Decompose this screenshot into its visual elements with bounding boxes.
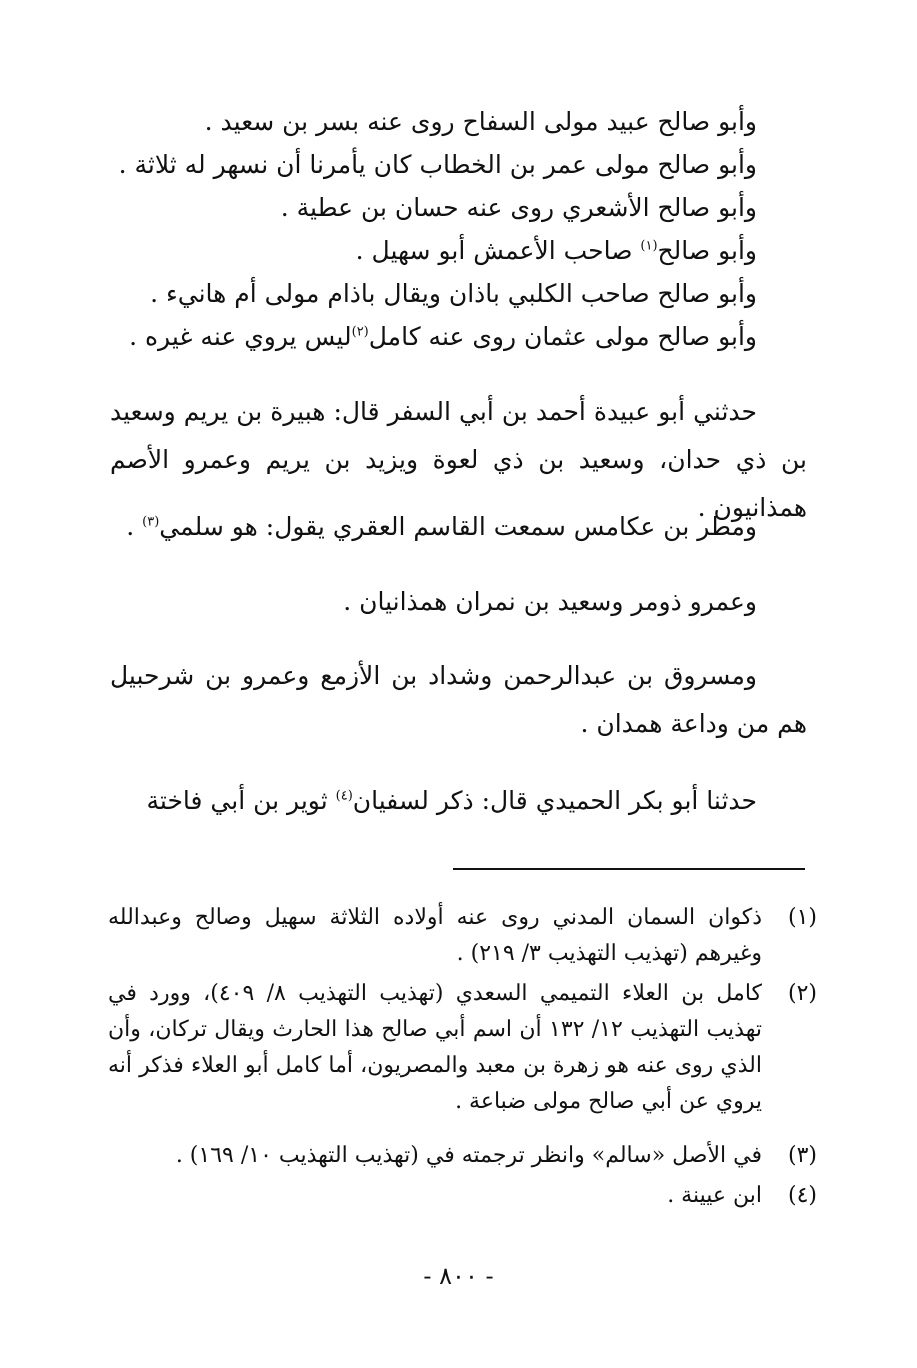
footnote-4-number: (٤) <box>787 1183 817 1208</box>
footnote-2 <box>108 976 817 1120</box>
paragraph-4-text: ومسروق بن عبدالرحمن وشداد بن الأزمع وعمرو بن شرحبيل هم من وداعة همدان . <box>110 661 807 738</box>
paragraph-3-text: وعمرو ذومر وسعيد بن نمران همذانيان . <box>343 587 757 616</box>
footnote-3-number: (٣) <box>787 1143 817 1168</box>
list-line-4-text-b: صاحب الأعمش أبو سهيل . <box>355 236 633 265</box>
footnote-1-text: ذكوان السمان المدني روى عنه أولاده الثلاثة سهيل وصالح وعبدالله وغيرهم (تهذيب التهذيب ٣/ ٢١٩) . <box>108 905 762 966</box>
list-line-5-text: وأبو صالح صاحب الكلبي باذان ويقال باذام مولى أم هانيء . <box>150 279 757 308</box>
footnote-2-text: كامل بن العلاء التميمي السعدي (تهذيب التهذيب ٨/ ٤٠٩)، وورد في تهذيب التهذيب ١٢/ ١٣٢ أن اسم أبي صالح هذا الحارث ويقال تركان، وأن الذي روى عنه هو زهرة بن معبد والمصريون، أما كامل أبو العلاء فذكر أنه يروي عن أبي صالح مولى ضباعة . <box>108 981 762 1114</box>
paragraph-2-end: . <box>126 512 135 541</box>
list-line-6-text-b: ليس يروي عنه غيره . <box>129 322 352 351</box>
paragraph-5-text-b: ثوير بن أبي فاختة <box>146 786 328 815</box>
list-line-6 <box>129 315 757 359</box>
list-line-2-text: وأبو صالح مولى عمر بن الخطاب كان يأمرنا أن نسهر له ثلاثة . <box>118 150 757 179</box>
footnote-mark-2: (٢) <box>351 324 369 340</box>
list-line-3 <box>281 186 757 230</box>
footnote-separator <box>453 868 805 870</box>
footnote-2-number: (٢) <box>787 981 817 1006</box>
list-line-2 <box>119 143 757 187</box>
footnote-4 <box>108 1178 817 1214</box>
footnote-1 <box>108 900 817 972</box>
footnote-mark-3: (٣) <box>142 514 160 530</box>
list-line-1 <box>205 100 757 144</box>
page-number: - ٨٠٠ - <box>423 1262 494 1290</box>
footnote-3-text: في الأصل «سالم» وانظر ترجمته في (تهذيب التهذيب ١٠/ ١٦٩) . <box>175 1143 762 1168</box>
paragraph-5-text-a: حدثنا أبو بكر الحميدي قال: ذكر لسفيان <box>352 786 757 815</box>
paragraph-2-text: ومطر بن عكامس سمعت القاسم العقري يقول: هو سلمي <box>159 512 757 541</box>
paragraph-3 <box>110 578 807 626</box>
footnote-1-number: (١) <box>787 905 817 930</box>
list-line-1-text: وأبو صالح عبيد مولى السفاح روى عنه بسر بن سعيد . <box>204 107 757 136</box>
list-line-4 <box>356 229 757 273</box>
footnote-mark-4: (٤) <box>335 788 353 804</box>
list-line-5 <box>150 272 757 316</box>
list-line-3-text: وأبو صالح الأشعري روى عنه حسان بن عطية . <box>280 193 757 222</box>
list-line-4-text-a: وأبو صالح <box>657 236 757 265</box>
paragraph-1-text: حدثني أبو عبيدة أحمد بن أبي السفر قال: هبيرة بن يريم وسعيد بن ذي حدان، وسعيد بن ذي لعوة ويزيد بن يريم وعمرو الأصم همذانيون . <box>110 397 807 522</box>
footnote-4-text: ابن عيينة . <box>667 1183 762 1208</box>
list-line-6-text-a: وأبو صالح مولى عثمان روى عنه كامل <box>368 322 757 351</box>
paragraph-2 <box>110 503 807 551</box>
footnote-3 <box>108 1138 817 1174</box>
footnote-mark-1: (١) <box>640 238 658 254</box>
paragraph-4 <box>110 652 807 748</box>
paragraph-5 <box>110 777 807 825</box>
